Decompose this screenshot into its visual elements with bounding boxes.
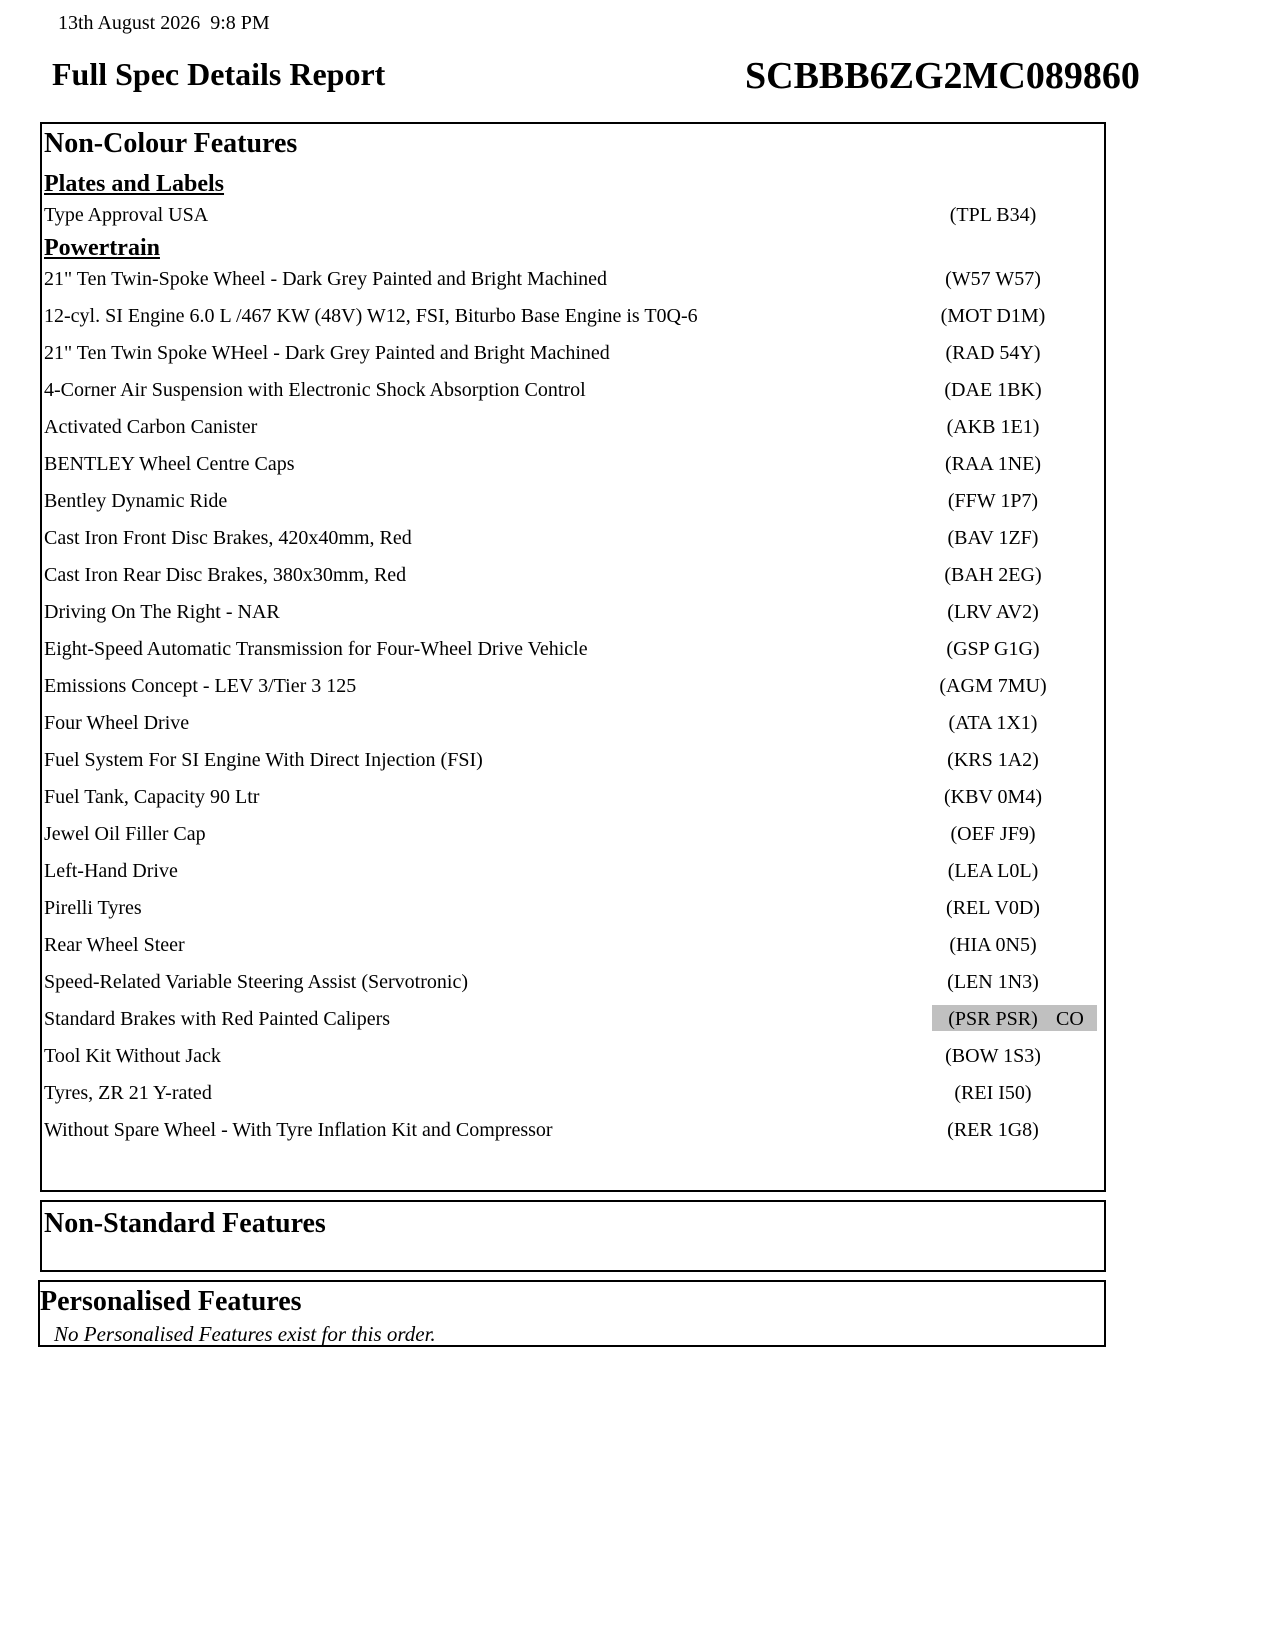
feature-code: (AKB 1E1) xyxy=(946,416,1040,438)
feature-label: Bentley Dynamic Ride xyxy=(44,490,228,512)
feature-row xyxy=(44,671,1104,701)
feature-label: Four Wheel Drive xyxy=(44,712,190,734)
powertrain-heading: Powertrain xyxy=(44,235,160,261)
feature-label: 21" Ten Twin-Spoke Wheel - Dark Grey Painted and Bright Machined xyxy=(44,268,608,290)
feature-label: Driving On The Right - NAR xyxy=(44,601,280,623)
feature-row xyxy=(44,819,1104,849)
feature-code: (RAA 1NE) xyxy=(944,453,1042,475)
feature-code: (KBV 0M4) xyxy=(944,786,1042,808)
feature-code: (GSP G1G) xyxy=(946,638,1040,660)
non-colour-features-panel xyxy=(40,122,1106,1192)
feature-label: Pirelli Tyres xyxy=(44,897,142,919)
feature-row xyxy=(44,1115,1104,1145)
timestamp: 13th August 2026 9:8 PM xyxy=(58,12,270,34)
feature-code: (BAV 1ZF) xyxy=(947,527,1039,549)
feature-code: (REI I50) xyxy=(954,1082,1032,1104)
feature-code: (W57 W57) xyxy=(945,268,1041,290)
feature-row xyxy=(44,708,1104,738)
feature-row xyxy=(44,523,1104,553)
feature-row xyxy=(44,1004,1104,1034)
feature-code: (OEF JF9) xyxy=(950,823,1036,845)
feature-label: Jewel Oil Filler Cap xyxy=(44,823,206,845)
feature-label: Fuel Tank, Capacity 90 Ltr xyxy=(44,786,260,808)
feature-label: Rear Wheel Steer xyxy=(44,934,185,956)
feature-label: 4-Corner Air Suspension with Electronic Shock Absorption Control xyxy=(44,379,586,401)
feature-label: Activated Carbon Canister xyxy=(44,416,258,438)
feature-label: Tyres, ZR 21 Y-rated xyxy=(44,1082,212,1104)
feature-label: Cast Iron Front Disc Brakes, 420x40mm, Red xyxy=(44,527,412,549)
feature-code: (BAH 2EG) xyxy=(944,564,1042,586)
feature-row xyxy=(44,967,1104,997)
feature-code: (FFW 1P7) xyxy=(947,490,1039,512)
feature-label: Emissions Concept - LEV 3/Tier 3 125 xyxy=(44,675,357,697)
feature-code: (TPL B34) xyxy=(949,204,1037,226)
feature-label: BENTLEY Wheel Centre Caps xyxy=(44,453,295,475)
feature-code: (RAD 54Y) xyxy=(945,342,1041,364)
feature-label: Cast Iron Rear Disc Brakes, 380x30mm, Red xyxy=(44,564,407,586)
feature-label: Without Spare Wheel - With Tyre Inflation Kit and Compressor xyxy=(44,1119,553,1141)
personalised-features-note: No Personalised Features exist for this order. xyxy=(54,1322,436,1346)
feature-code: (HIA 0N5) xyxy=(949,934,1037,956)
personalised-features-panel xyxy=(38,1280,1106,1347)
feature-row xyxy=(44,560,1104,590)
feature-code: (ATA 1X1) xyxy=(948,712,1038,734)
feature-code: (LRV AV2) xyxy=(947,601,1039,623)
feature-row xyxy=(44,1041,1104,1071)
feature-row xyxy=(44,301,1104,331)
feature-label: Speed-Related Variable Steering Assist (Servotronic) xyxy=(44,971,468,993)
feature-label: 12-cyl. SI Engine 6.0 L /467 KW (48V) W12, FSI, Biturbo Base Engine is T0Q-6 xyxy=(44,305,698,327)
feature-row xyxy=(44,597,1104,627)
non-colour-features-title: Non-Colour Features xyxy=(44,128,298,159)
feature-flag: CO xyxy=(1056,1008,1084,1030)
feature-label: Left-Hand Drive xyxy=(44,860,178,882)
vin-number: SCBBB6ZG2MC089860 xyxy=(745,55,1140,97)
feature-row xyxy=(44,449,1104,479)
feature-row xyxy=(44,264,1104,294)
feature-row xyxy=(44,893,1104,923)
report-title: Full Spec Details Report xyxy=(52,56,386,92)
feature-code: (BOW 1S3) xyxy=(945,1045,1041,1067)
feature-code: (LEN 1N3) xyxy=(947,971,1039,993)
non-standard-features-title: Non-Standard Features xyxy=(44,1208,326,1239)
feature-row xyxy=(44,200,1104,230)
non-standard-features-panel xyxy=(40,1200,1106,1272)
personalised-features-title: Personalised Features xyxy=(40,1286,302,1317)
feature-row xyxy=(44,375,1104,405)
feature-label: Eight-Speed Automatic Transmission for Four-Wheel Drive Vehicle xyxy=(44,638,588,660)
feature-code: (DAE 1BK) xyxy=(944,379,1042,401)
feature-label: 21" Ten Twin Spoke WHeel - Dark Grey Painted and Bright Machined xyxy=(44,342,610,364)
feature-code: (MOT D1M) xyxy=(940,305,1046,327)
feature-row xyxy=(44,338,1104,368)
feature-label: Standard Brakes with Red Painted Calipers xyxy=(44,1008,391,1030)
feature-row xyxy=(44,856,1104,886)
feature-row xyxy=(44,1078,1104,1108)
feature-code: (KRS 1A2) xyxy=(947,749,1039,771)
plates-and-labels-heading: Plates and Labels xyxy=(44,171,225,197)
feature-code: (AGM 7MU) xyxy=(939,675,1047,697)
feature-row xyxy=(44,782,1104,812)
feature-label: Fuel System For SI Engine With Direct Injection (FSI) xyxy=(44,749,483,771)
feature-label: Type Approval USA xyxy=(44,204,209,226)
feature-row xyxy=(44,486,1104,516)
feature-code: (RER 1G8) xyxy=(947,1119,1039,1141)
feature-row xyxy=(44,930,1104,960)
feature-code: (REL V0D) xyxy=(946,897,1040,919)
feature-code: (PSR PSR) xyxy=(948,1008,1038,1030)
feature-row xyxy=(44,634,1104,664)
feature-label: Tool Kit Without Jack xyxy=(44,1045,221,1067)
feature-code: (LEA L0L) xyxy=(947,860,1039,882)
feature-row xyxy=(44,412,1104,442)
feature-row xyxy=(44,745,1104,775)
